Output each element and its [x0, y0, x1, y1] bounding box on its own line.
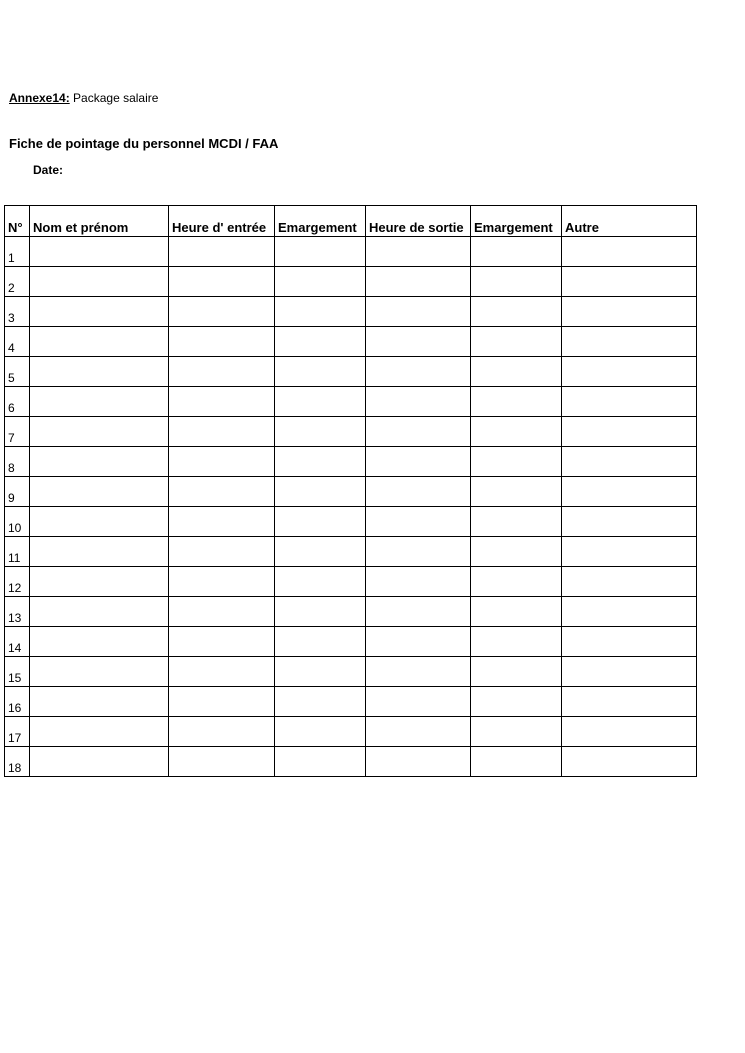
- cell-name[interactable]: [30, 237, 169, 267]
- cell-name[interactable]: [30, 717, 169, 747]
- cell-other[interactable]: [562, 417, 697, 447]
- cell-entry-time[interactable]: [169, 597, 275, 627]
- cell-other[interactable]: [562, 567, 697, 597]
- row-number: 12: [5, 567, 30, 597]
- cell-exit-time[interactable]: [366, 477, 471, 507]
- cell-name[interactable]: [30, 687, 169, 717]
- annex-label: Annexe14:: [9, 91, 70, 105]
- cell-signature-exit[interactable]: [471, 237, 562, 267]
- cell-other[interactable]: [562, 687, 697, 717]
- cell-entry-time[interactable]: [169, 267, 275, 297]
- row-number: 10: [5, 507, 30, 537]
- cell-signature-entry[interactable]: [275, 627, 366, 657]
- cell-name[interactable]: [30, 357, 169, 387]
- cell-name[interactable]: [30, 627, 169, 657]
- cell-name[interactable]: [30, 747, 169, 777]
- cell-exit-time[interactable]: [366, 507, 471, 537]
- cell-signature-exit[interactable]: [471, 357, 562, 387]
- cell-signature-exit[interactable]: [471, 267, 562, 297]
- cell-entry-time[interactable]: [169, 477, 275, 507]
- cell-signature-exit[interactable]: [471, 747, 562, 777]
- table-row: [5, 297, 697, 327]
- row-number: 18: [5, 747, 30, 777]
- table-row: [5, 507, 697, 537]
- cell-signature-exit[interactable]: [471, 327, 562, 357]
- cell-other[interactable]: [562, 747, 697, 777]
- row-number: 1: [5, 237, 30, 267]
- cell-entry-time[interactable]: [169, 327, 275, 357]
- cell-name[interactable]: [30, 477, 169, 507]
- cell-signature-entry[interactable]: [275, 297, 366, 327]
- cell-exit-time[interactable]: [366, 567, 471, 597]
- cell-signature-entry[interactable]: [275, 237, 366, 267]
- cell-exit-time[interactable]: [366, 597, 471, 627]
- table-row: [5, 417, 697, 447]
- header-entry-time: Heure d' entrée: [169, 206, 275, 237]
- cell-entry-time[interactable]: [169, 657, 275, 687]
- header-name: Nom et prénom: [30, 206, 169, 237]
- cell-signature-exit[interactable]: [471, 717, 562, 747]
- cell-entry-time[interactable]: [169, 387, 275, 417]
- cell-signature-exit[interactable]: [471, 507, 562, 537]
- header-signature-exit: Emargement: [471, 206, 562, 237]
- cell-entry-time[interactable]: [169, 447, 275, 477]
- row-number: 9: [5, 477, 30, 507]
- cell-exit-time[interactable]: [366, 717, 471, 747]
- cell-entry-time[interactable]: [169, 567, 275, 597]
- cell-entry-time[interactable]: [169, 537, 275, 567]
- cell-signature-exit[interactable]: [471, 447, 562, 477]
- cell-other[interactable]: [562, 477, 697, 507]
- cell-other[interactable]: [562, 447, 697, 477]
- table-row: [5, 687, 697, 717]
- header-signature-entry: Emargement: [275, 206, 366, 237]
- row-number: 5: [5, 357, 30, 387]
- cell-signature-entry[interactable]: [275, 687, 366, 717]
- cell-other[interactable]: [562, 717, 697, 747]
- cell-signature-exit[interactable]: [471, 687, 562, 717]
- annex-text: Package salaire: [69, 91, 159, 105]
- cell-name[interactable]: [30, 327, 169, 357]
- cell-signature-exit[interactable]: [471, 477, 562, 507]
- document-title: Fiche de pointage du personnel MCDI / FAA: [9, 136, 279, 151]
- cell-other[interactable]: [562, 627, 697, 657]
- cell-name[interactable]: [30, 597, 169, 627]
- cell-exit-time[interactable]: [366, 627, 471, 657]
- cell-other[interactable]: [562, 297, 697, 327]
- cell-signature-exit[interactable]: [471, 567, 562, 597]
- cell-name[interactable]: [30, 657, 169, 687]
- table-row: [5, 477, 697, 507]
- cell-signature-entry[interactable]: [275, 537, 366, 567]
- table-row: [5, 327, 697, 357]
- cell-exit-time[interactable]: [366, 447, 471, 477]
- cell-exit-time[interactable]: [366, 657, 471, 687]
- cell-entry-time[interactable]: [169, 627, 275, 657]
- table-row: [5, 537, 697, 567]
- cell-other[interactable]: [562, 357, 697, 387]
- cell-entry-time[interactable]: [169, 237, 275, 267]
- row-number: 2: [5, 267, 30, 297]
- row-number: 6: [5, 387, 30, 417]
- cell-signature-entry[interactable]: [275, 567, 366, 597]
- cell-exit-time[interactable]: [366, 357, 471, 387]
- cell-entry-time[interactable]: [169, 357, 275, 387]
- cell-signature-entry[interactable]: [275, 657, 366, 687]
- cell-exit-time[interactable]: [366, 687, 471, 717]
- annex-line: [9, 91, 158, 105]
- date-label: Date:: [33, 163, 64, 177]
- cell-name[interactable]: [30, 537, 169, 567]
- cell-signature-entry[interactable]: [275, 447, 366, 477]
- cell-signature-exit[interactable]: [471, 537, 562, 567]
- header-number: N°: [5, 206, 30, 237]
- cell-other[interactable]: [562, 387, 697, 417]
- table-row: [5, 357, 697, 387]
- header-exit-time: Heure de sortie: [366, 206, 471, 237]
- cell-other[interactable]: [562, 537, 697, 567]
- cell-exit-time[interactable]: [366, 747, 471, 777]
- row-number: 3: [5, 297, 30, 327]
- cell-signature-exit[interactable]: [471, 597, 562, 627]
- cell-entry-time[interactable]: [169, 507, 275, 537]
- cell-signature-exit[interactable]: [471, 417, 562, 447]
- cell-signature-entry[interactable]: [275, 327, 366, 357]
- header-other: Autre: [562, 206, 697, 237]
- cell-signature-exit[interactable]: [471, 297, 562, 327]
- row-number: 16: [5, 687, 30, 717]
- row-number: 13: [5, 597, 30, 627]
- table-row: [5, 657, 697, 687]
- row-number: 17: [5, 717, 30, 747]
- cell-signature-exit[interactable]: [471, 387, 562, 417]
- cell-other[interactable]: [562, 657, 697, 687]
- cell-entry-time[interactable]: [169, 717, 275, 747]
- cell-entry-time[interactable]: [169, 297, 275, 327]
- cell-signature-entry[interactable]: [275, 417, 366, 447]
- table-row: [5, 447, 697, 477]
- cell-exit-time[interactable]: [366, 297, 471, 327]
- table-row: [5, 237, 697, 267]
- cell-name[interactable]: [30, 447, 169, 477]
- cell-signature-exit[interactable]: [471, 627, 562, 657]
- row-number: 4: [5, 327, 30, 357]
- header-row: [5, 206, 697, 237]
- cell-signature-entry[interactable]: [275, 507, 366, 537]
- table-row: [5, 717, 697, 747]
- cell-name[interactable]: [30, 567, 169, 597]
- table-row: [5, 267, 697, 297]
- row-number: 14: [5, 627, 30, 657]
- row-number: 11: [5, 537, 30, 567]
- cell-entry-time[interactable]: [169, 747, 275, 777]
- cell-signature-entry[interactable]: [275, 267, 366, 297]
- cell-signature-entry[interactable]: [275, 717, 366, 747]
- cell-signature-entry[interactable]: [275, 597, 366, 627]
- cell-other[interactable]: [562, 327, 697, 357]
- cell-other[interactable]: [562, 267, 697, 297]
- cell-exit-time[interactable]: [366, 327, 471, 357]
- table-row: [5, 747, 697, 777]
- cell-exit-time[interactable]: [366, 537, 471, 567]
- cell-other[interactable]: [562, 597, 697, 627]
- table-row: [5, 597, 697, 627]
- cell-other[interactable]: [562, 507, 697, 537]
- cell-name[interactable]: [30, 267, 169, 297]
- cell-signature-entry[interactable]: [275, 387, 366, 417]
- row-number: 8: [5, 447, 30, 477]
- cell-signature-entry[interactable]: [275, 747, 366, 777]
- cell-exit-time[interactable]: [366, 237, 471, 267]
- attendance-table: [4, 205, 697, 777]
- cell-name[interactable]: [30, 507, 169, 537]
- cell-signature-entry[interactable]: [275, 357, 366, 387]
- cell-exit-time[interactable]: [366, 267, 471, 297]
- table-row: [5, 567, 697, 597]
- cell-name[interactable]: [30, 297, 169, 327]
- table-row: [5, 627, 697, 657]
- cell-entry-time[interactable]: [169, 687, 275, 717]
- table-body: [5, 237, 697, 777]
- cell-other[interactable]: [562, 237, 697, 267]
- cell-signature-entry[interactable]: [275, 477, 366, 507]
- cell-exit-time[interactable]: [366, 417, 471, 447]
- cell-entry-time[interactable]: [169, 417, 275, 447]
- cell-exit-time[interactable]: [366, 387, 471, 417]
- row-number: 7: [5, 417, 30, 447]
- table-row: [5, 387, 697, 417]
- cell-name[interactable]: [30, 417, 169, 447]
- cell-name[interactable]: [30, 387, 169, 417]
- cell-signature-exit[interactable]: [471, 657, 562, 687]
- row-number: 15: [5, 657, 30, 687]
